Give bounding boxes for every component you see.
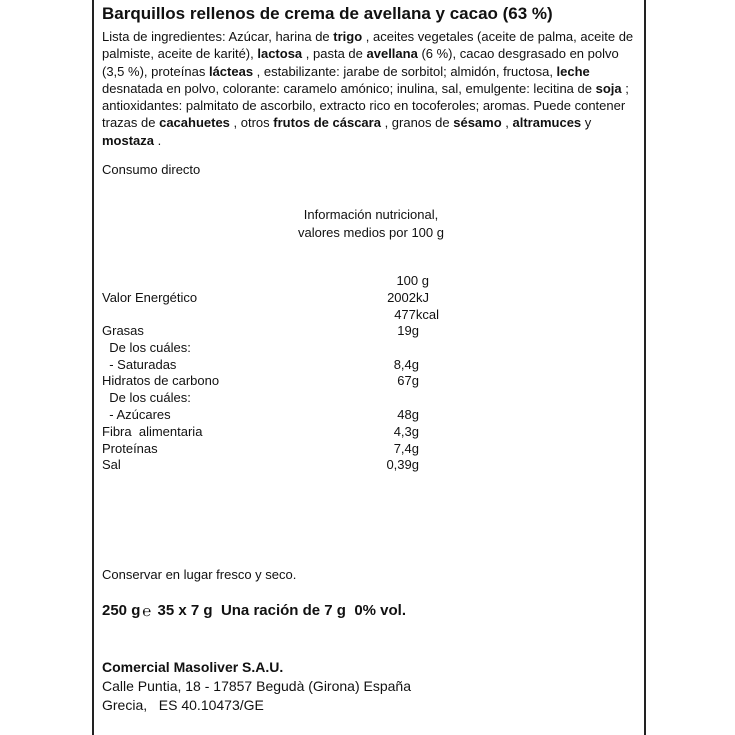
ingredient-text: Lista de ingredientes: Azúcar, harina de — [102, 29, 334, 44]
nutrition-row-label: Grasas — [102, 323, 144, 338]
ingredient-text: , pasta de — [302, 46, 367, 62]
nutrition-row-label: Fibra alimentaria — [102, 423, 203, 439]
nutrition-row-label: De los cuáles: — [102, 339, 191, 355]
nutrition-column-header: 100 g — [396, 273, 429, 288]
allergen-text: lácteas — [208, 63, 254, 79]
allergen-text: avellana — [366, 46, 418, 62]
nutrition-row-value: 48g — [397, 407, 419, 422]
nutrition-row-label: De los cuáles: — [102, 390, 191, 406]
ingredient-text: (6 %), cacao desgrasado en polvo (3,5 %), proteínas — [102, 46, 619, 79]
ingredient-text: desnatada en polvo, colorante: caramelo amónico; inulina, sal, emulgente: lecitina de — [102, 80, 596, 96]
allergen-text: mostaza — [102, 132, 155, 148]
nutrition-row-label: Hidratos de carbono — [102, 373, 220, 389]
allergen-text: leche — [556, 63, 590, 79]
ingredient-text: , otros — [229, 115, 274, 131]
company-registry: Grecia, ES 40.10473/GE — [102, 697, 264, 713]
ingredient-text: ; antioxidantes: palmitato de ascorbilo, extracto rico en tocoferoles; aromas. Puede contener trazas de — [102, 80, 629, 131]
nutrition-row-label: - Azúcares — [102, 407, 171, 422]
ingredient-text: , aceites vegetales (aceite de palma, aceite de palmiste, aceite de karité), — [102, 29, 634, 62]
company-address: Calle Puntia, 18 - 17857 Begudà (Girona) España — [102, 678, 411, 694]
storage-text: Conservar en lugar fresco y seco. — [102, 567, 297, 582]
allergen-text: soja — [595, 80, 622, 96]
nutrition-row-value: 0,39g — [386, 457, 419, 473]
nutrition-heading-line1: Información nutricional, — [303, 207, 439, 222]
product-title: Barquillos rellenos de crema de avellana y cacao (63 %) — [102, 4, 553, 23]
ingredient-text: . — [154, 132, 162, 148]
energy-kcal: 477kcal — [394, 307, 439, 322]
ingredient-text: , — [501, 115, 513, 131]
energy-kj: 2002kJ — [387, 290, 429, 305]
alcohol-content: 0% vol. — [354, 602, 407, 619]
nutrition-row-value: 67g — [397, 373, 419, 389]
net-weight: 250 g — [102, 602, 141, 619]
nutrition-row-label: - Saturadas — [102, 356, 177, 372]
nutrition-row-value: 4,3g — [393, 423, 419, 439]
allergen-text: altramuces — [512, 115, 582, 131]
units-count: 35 x 7 g — [157, 602, 213, 619]
allergen-text: cacahuetes — [159, 115, 230, 131]
nutrition-heading-line2: valores medios por 100 g — [298, 225, 444, 240]
nutrition-row-label: Sal — [102, 457, 121, 473]
allergen-text: lactosa — [257, 46, 303, 62]
estimated-sign-icon: ℮ — [142, 603, 152, 620]
energy-label: Valor Energético — [102, 290, 198, 305]
ingredient-text: y — [581, 115, 592, 131]
product-label — [92, 0, 646, 735]
allergen-text: trigo — [333, 29, 363, 44]
net-content — [102, 602, 406, 619]
company-name: Comercial Masoliver S.A.U. — [102, 659, 284, 675]
portion-size: Una ración de 7 g — [220, 602, 346, 619]
allergen-text: frutos de cáscara — [273, 115, 381, 131]
ingredient-text: , granos de — [380, 115, 454, 131]
usage-text: Consumo directo — [102, 162, 201, 177]
nutrition-row-value: 19g — [397, 323, 419, 338]
nutrition-row-label: Proteínas — [102, 440, 158, 456]
nutrition-row-value: 7,4g — [393, 440, 419, 456]
nutrition-row-value: 8,4g — [393, 356, 419, 372]
ingredients-list — [102, 28, 638, 149]
allergen-text: sésamo — [453, 115, 502, 131]
ingredient-text: , estabilizante: jarabe de sorbitol; almidón, fructosa, — [253, 63, 557, 79]
